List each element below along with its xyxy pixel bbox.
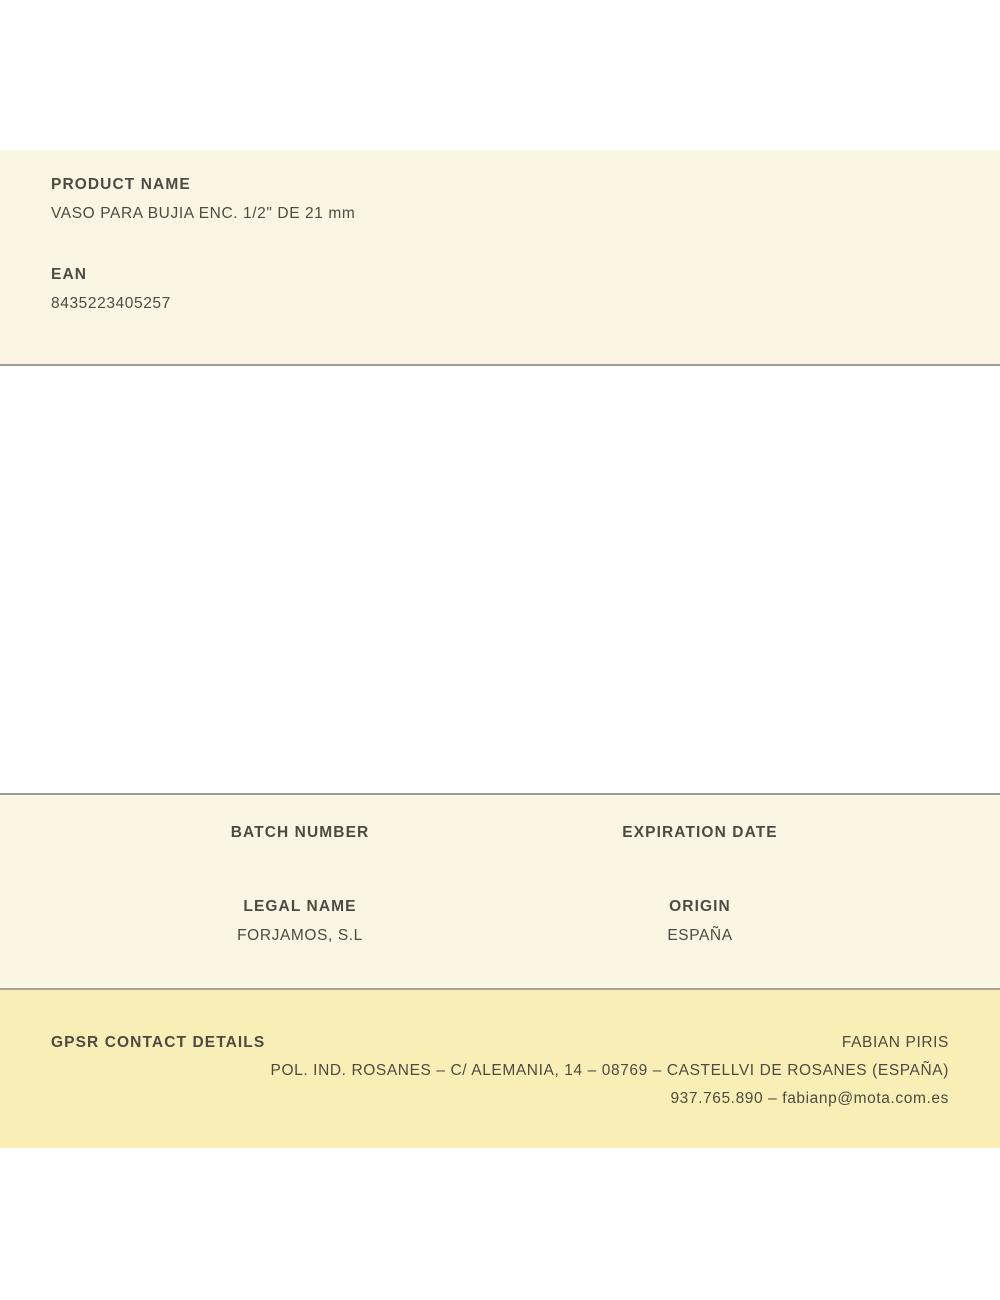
legal-origin-row bbox=[100, 899, 900, 944]
batch-expiration-row bbox=[100, 825, 900, 870]
product-name-value: VASO PARA BUJIA ENC. 1/2" DE 21 mm bbox=[51, 205, 356, 222]
product-info-section bbox=[0, 150, 1000, 366]
gpsr-contact-name: FABIAN PIRIS bbox=[841, 1034, 949, 1051]
batch-origin-section bbox=[0, 793, 1000, 990]
gpsr-contact-phone-email: 937.765.890 – fabianp@mota.com.es bbox=[670, 1090, 949, 1107]
expiration-date-label: EXPIRATION DATE bbox=[622, 824, 778, 841]
product-name-field bbox=[51, 177, 949, 222]
expiration-date-field bbox=[500, 825, 900, 870]
origin-label: ORIGIN bbox=[669, 898, 731, 915]
batch-number-label: BATCH NUMBER bbox=[230, 824, 370, 841]
origin-value: ESPAÑA bbox=[667, 927, 733, 944]
legal-name-label: LEGAL NAME bbox=[243, 898, 357, 915]
expiration-date-value bbox=[500, 854, 900, 870]
batch-number-value bbox=[100, 854, 500, 870]
ean-label: EAN bbox=[51, 266, 88, 283]
origin-field bbox=[500, 899, 900, 944]
gpsr-header-row bbox=[51, 1035, 949, 1051]
legal-name-field bbox=[100, 899, 500, 944]
ean-field bbox=[51, 267, 949, 312]
product-name-label: PRODUCT NAME bbox=[51, 176, 191, 193]
gpsr-contact-section bbox=[0, 990, 1000, 1148]
legal-name-value: FORJAMOS, S.L bbox=[237, 927, 363, 944]
gpsr-contact-title: GPSR CONTACT DETAILS bbox=[51, 1034, 266, 1051]
gpsr-contact-address: POL. IND. ROSANES – C/ ALEMANIA, 14 – 08769 – CASTELLVI DE ROSANES (ESPAÑA) bbox=[270, 1062, 949, 1079]
ean-value: 8435223405257 bbox=[51, 295, 171, 312]
batch-number-field bbox=[100, 825, 500, 870]
